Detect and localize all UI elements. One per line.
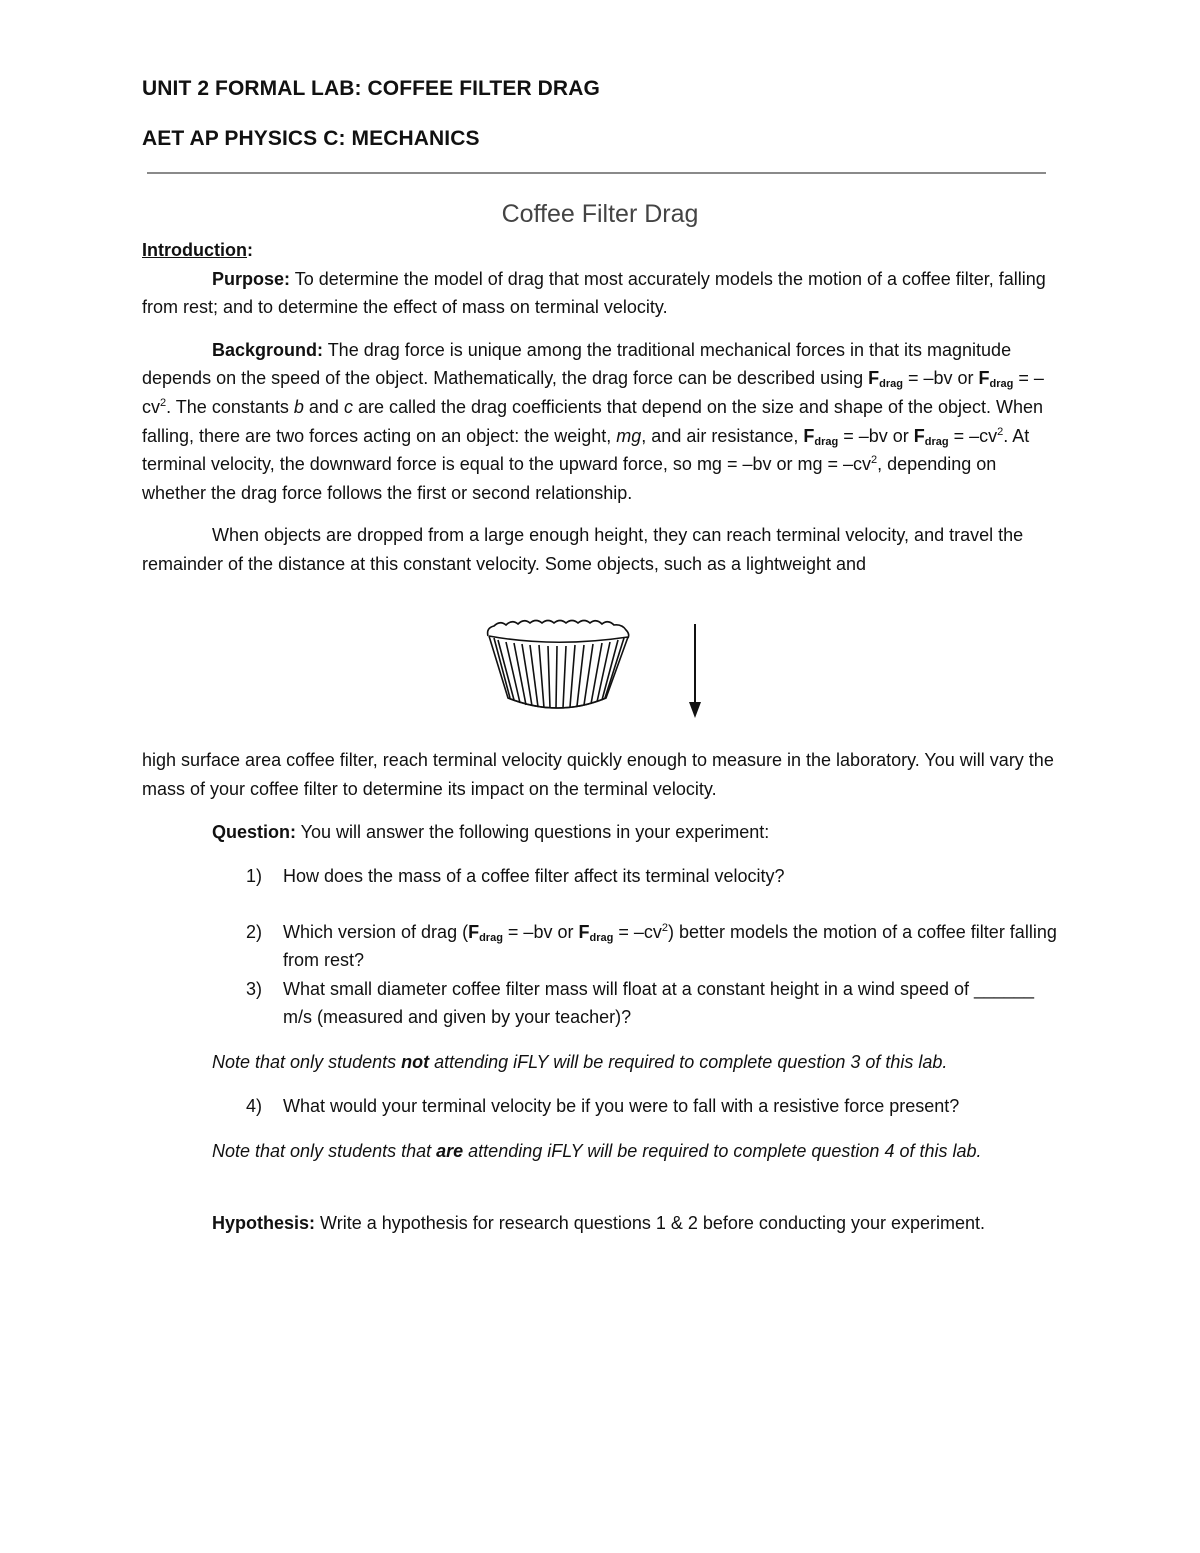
purpose-paragraph (142, 265, 1062, 322)
coffee-filter-icon (488, 621, 629, 709)
list-item: 3) What small diameter coffee filter mass will float at a constant height in a wind speed of ______ m/s (measured and given by your teacher)? (246, 978, 1035, 1028)
purpose-text: To determine the model of drag that most accurately models the motion of a coffee filter, falling from rest; and to determine the effect of mass on terminal velocity. (142, 268, 1046, 318)
note-ifly: Note that only students that are attending iFLY will be required to complete question 4 of this lab. (212, 1141, 982, 1161)
hypothesis-text: Write a hypothesis for research questions 1 & 2 before conducting your experiment. (315, 1213, 986, 1233)
purpose-label: Purpose: (212, 268, 291, 289)
coffee-filter-figure (484, 618, 714, 722)
introduction-label: Introduction (142, 240, 247, 260)
introduction-heading: Introduction: (142, 240, 253, 260)
background-label: Background: (212, 339, 324, 360)
header-divider (147, 172, 1046, 174)
terminal-velocity-paragraph-1: When objects are dropped from a large enough height, they can reach terminal velocity, and travel the remainder of the distance at this constant velocity. Some objects, such as a lightweight and (142, 525, 1024, 574)
hypothesis-label: Hypothesis: (212, 1213, 316, 1233)
question-section (142, 746, 1062, 847)
question-label: Question: (212, 822, 296, 843)
hypothesis-section (142, 1209, 1062, 1238)
down-arrow-icon (689, 624, 701, 718)
question-intro: Question: You will answer the following questions in your experiment: (212, 822, 770, 843)
note-not-ifly: Note that only students not attending iFLY will be required to complete question 3 of this lab. (212, 1052, 948, 1072)
question-list (246, 862, 1066, 1032)
list-item: 1) How does the mass of a coffee filter affect its terminal velocity? (246, 866, 785, 886)
background-paragraph: Background: The drag force is unique among the traditional mechanical forces in that its magnitude depends on the speed of the object. Mathematically, the drag force can be described using $F_{drag} = -bv$ or $F_{drag} = -cv^2$. The constants b and c are called the drag coefficients that depend on the size and shape of the object. When falling, there are two forces acting on an object: the weight, mg, and air resistance, $F_{drag} = -bv$ or $F_{drag} = -cv^2$. At terminal velocity, the downward force is equal to the upward force, so mg = –bv or mg = $-cv^2$, depending on whether the drag force follows the first or second relationship. (142, 339, 1044, 503)
question-list-2 (246, 1092, 1066, 1121)
terminal-velocity-paragraph-2: high surface area coffee filter, reach terminal velocity quickly enough to measure in the laboratory. You will vary the mass of your coffee filter to determine its impact on the terminal velocity. (142, 750, 1054, 799)
list-item: 4) What would your terminal velocity be if you were to fall with a resistive force present? (246, 1096, 960, 1116)
document-title: Coffee Filter Drag (501, 200, 699, 228)
intro-section (142, 236, 1062, 579)
unit-title: UNIT 2 FORMAL LAB: COFFEE FILTER DRAG (142, 77, 600, 100)
course-title: AET AP PHYSICS C: MECHANICS (142, 127, 480, 150)
list-item: 2) Which version of drag ($F_{drag} = -bv$ or $F_{drag} = -cv^2$) better models the motion of a coffee filter falling from rest? (246, 921, 1057, 971)
